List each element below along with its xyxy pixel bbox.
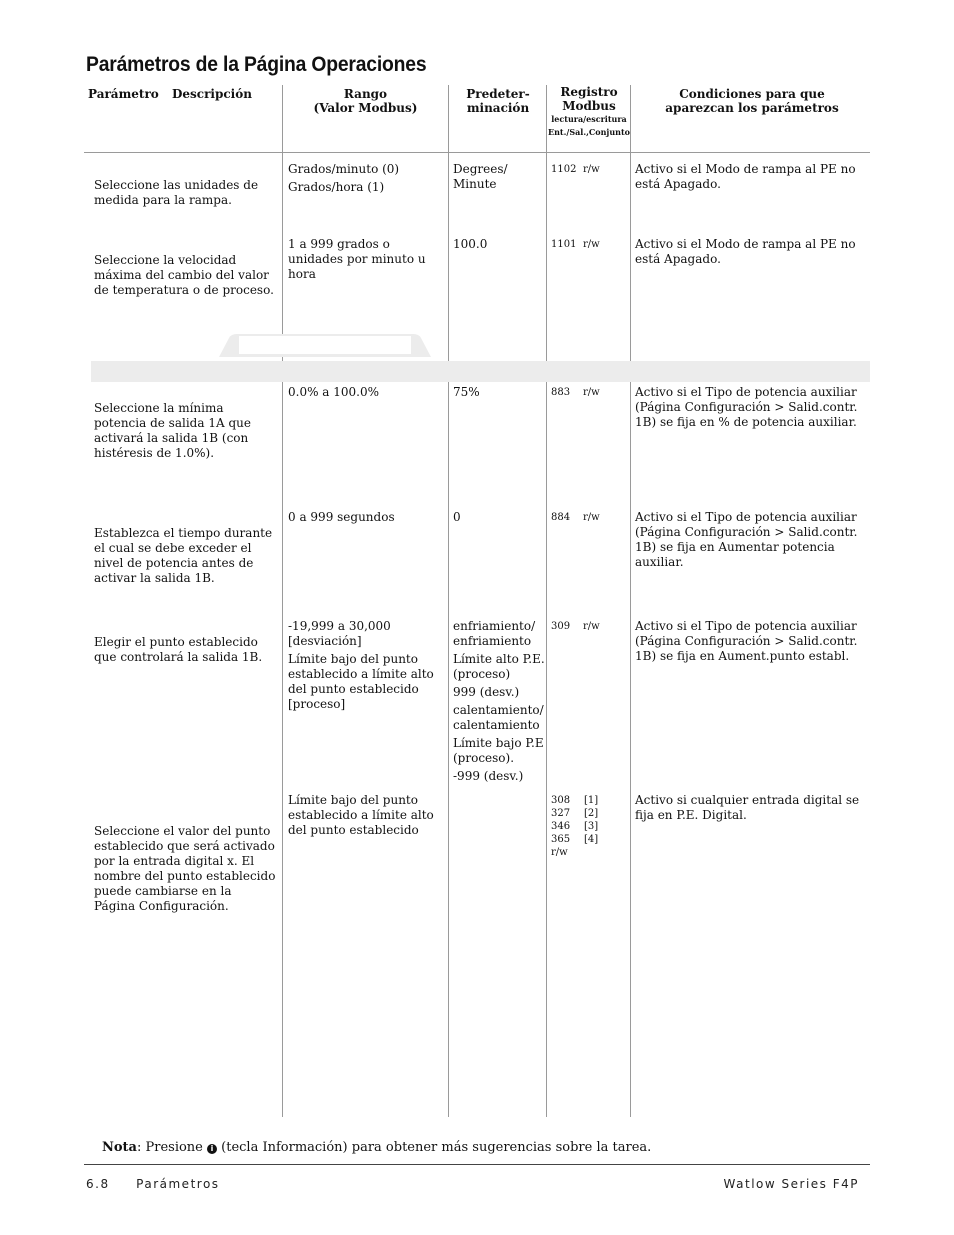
- row-conditions: Activo si el Tipo de potencia auxiliar (Página Configuración > Salid.contr. 1B) se fija en % de potencia auxiliar.: [635, 385, 858, 429]
- header-rango-line2: (Valor Modbus): [313, 101, 418, 115]
- row-rw: r/w: [583, 387, 600, 398]
- page-title: Parámetros de la Página Operaciones: [86, 53, 427, 76]
- default-option: -999 (desv.): [453, 769, 524, 783]
- header-predet-line2: minación: [466, 101, 530, 115]
- header-predet-line1: Predeter-: [466, 87, 530, 101]
- register-entry: 327 [2]: [551, 808, 599, 819]
- row-rw: r/w: [583, 239, 600, 250]
- section-tab-shape: [219, 334, 431, 357]
- range-option: Grados/minuto (0): [288, 162, 400, 176]
- register-entry: 365 [4]: [551, 834, 599, 845]
- header-registro-line4: Ent./Sal.,Conjunto: [548, 127, 630, 137]
- row-rw: r/w: [583, 512, 600, 523]
- column-divider: [448, 85, 449, 1117]
- range-option: Grados/hora (1): [288, 180, 385, 194]
- column-divider: [630, 85, 631, 1117]
- row-conditions: Activo si el Tipo de potencia auxiliar (Página Configuración > Salid.contr. 1B) se fija en Aument.punto establ.: [635, 619, 858, 663]
- row-description: Establezca el tiempo durante el cual se debe exceder el nivel de potencia antes de activar la salida 1B.: [94, 526, 273, 585]
- row-conditions: Activo si el Modo de rampa al PE no está Apagado.: [635, 162, 856, 191]
- range-option: -19,999 a 30,000 [desviación]: [288, 619, 391, 648]
- note-text-before: : Presione: [136, 1140, 203, 1155]
- row-register: 1102: [551, 164, 577, 175]
- note-text-after: (tecla Información) para obtener más sugerencias sobre la tarea.: [221, 1140, 652, 1155]
- row-description: Seleccione la mínima potencia de salida 1A que activará la salida 1B (con histéresis de 1.0%).: [94, 401, 251, 460]
- row-register: 883: [551, 387, 571, 398]
- section-band: [91, 361, 870, 382]
- header-registro-line1: Registro: [560, 85, 618, 99]
- row-range: 0.0% a 100.0%: [288, 385, 380, 399]
- note: [102, 1140, 651, 1156]
- row-default: 0: [453, 510, 461, 524]
- header-divider: [84, 152, 870, 153]
- note-label: Nota: [102, 1140, 137, 1155]
- default-option: Límite bajo P.E (proceso).: [453, 736, 544, 765]
- header-registro: [547, 85, 631, 139]
- row-conditions: Activo si el Modo de rampa al PE no está Apagado.: [635, 237, 856, 266]
- column-divider: [282, 85, 283, 1117]
- row-register-list: [551, 794, 598, 859]
- row-conditions: Activo si cualquier entrada digital se fija en P.E. Digital.: [635, 793, 860, 822]
- row-default: 100.0: [453, 237, 488, 251]
- row-range: [288, 619, 448, 712]
- row-conditions: Activo si el Tipo de potencia auxiliar (Página Configuración > Salid.contr. 1B) se fija en Aumentar potencia auxiliar.: [635, 510, 858, 569]
- row-description: Seleccione el valor del punto establecido que será activado por la entrada digital x. El nombre del punto establecido puede cambiarse en la Página Configuración.: [94, 824, 276, 913]
- header-cond-line2: aparezcan los parámetros: [665, 101, 839, 115]
- header-rango-line1: Rango: [343, 87, 388, 101]
- default-option: enfriamiento/ enfriamiento: [453, 619, 536, 648]
- header-registro-line2: Modbus: [562, 99, 616, 113]
- header-registro-line3: lectura/escritura: [551, 114, 627, 124]
- default-option: Límite alto P.E. (proceso): [453, 652, 545, 681]
- row-rw: r/w: [551, 847, 568, 858]
- row-range: [288, 162, 448, 195]
- row-description: Seleccione la velocidad máxima del cambio del valor de temperatura o de proceso.: [94, 253, 274, 297]
- register-entry: 346 [3]: [551, 821, 599, 832]
- header-parametro: Parámetro: [88, 87, 159, 101]
- footer-left: 6.8 Parámetros: [86, 1177, 220, 1191]
- row-rw: r/w: [583, 621, 600, 632]
- footer-right: Watlow Series F4P: [723, 1177, 859, 1191]
- register-entry: 308 [1]: [551, 795, 599, 806]
- header-descripcion: Descripción: [172, 87, 252, 101]
- row-register: 309: [551, 621, 571, 632]
- row-description: Elegir el punto establecido que controlará la salida 1B.: [94, 635, 263, 664]
- row-range: Límite bajo del punto establecido a límite alto del punto establecido: [288, 793, 434, 837]
- range-option: Límite bajo del punto establecido a límite alto del punto establecido [proceso]: [288, 652, 434, 711]
- footer-rule: [84, 1164, 870, 1165]
- row-register: 884: [551, 512, 571, 523]
- header-cond-line1: Condiciones para que: [679, 87, 825, 101]
- row-description: Seleccione las unidades de medida para la rampa.: [94, 178, 259, 207]
- header-condiciones: [632, 87, 872, 115]
- info-icon: i: [207, 1144, 217, 1154]
- row-default: Degrees/ Minute: [453, 162, 508, 191]
- header-rango: [283, 87, 448, 115]
- default-option: calentamiento/ calentamiento: [453, 703, 544, 732]
- header-predeterminacion: [449, 87, 547, 115]
- row-register: 1101: [551, 239, 577, 250]
- default-option: 999 (desv.): [453, 685, 520, 699]
- row-rw: r/w: [583, 164, 600, 175]
- row-range: 1 a 999 grados o unidades por minuto u hora: [288, 237, 426, 281]
- row-default: 75%: [453, 385, 480, 399]
- row-default: [453, 619, 545, 784]
- row-range: 0 a 999 segundos: [288, 510, 395, 524]
